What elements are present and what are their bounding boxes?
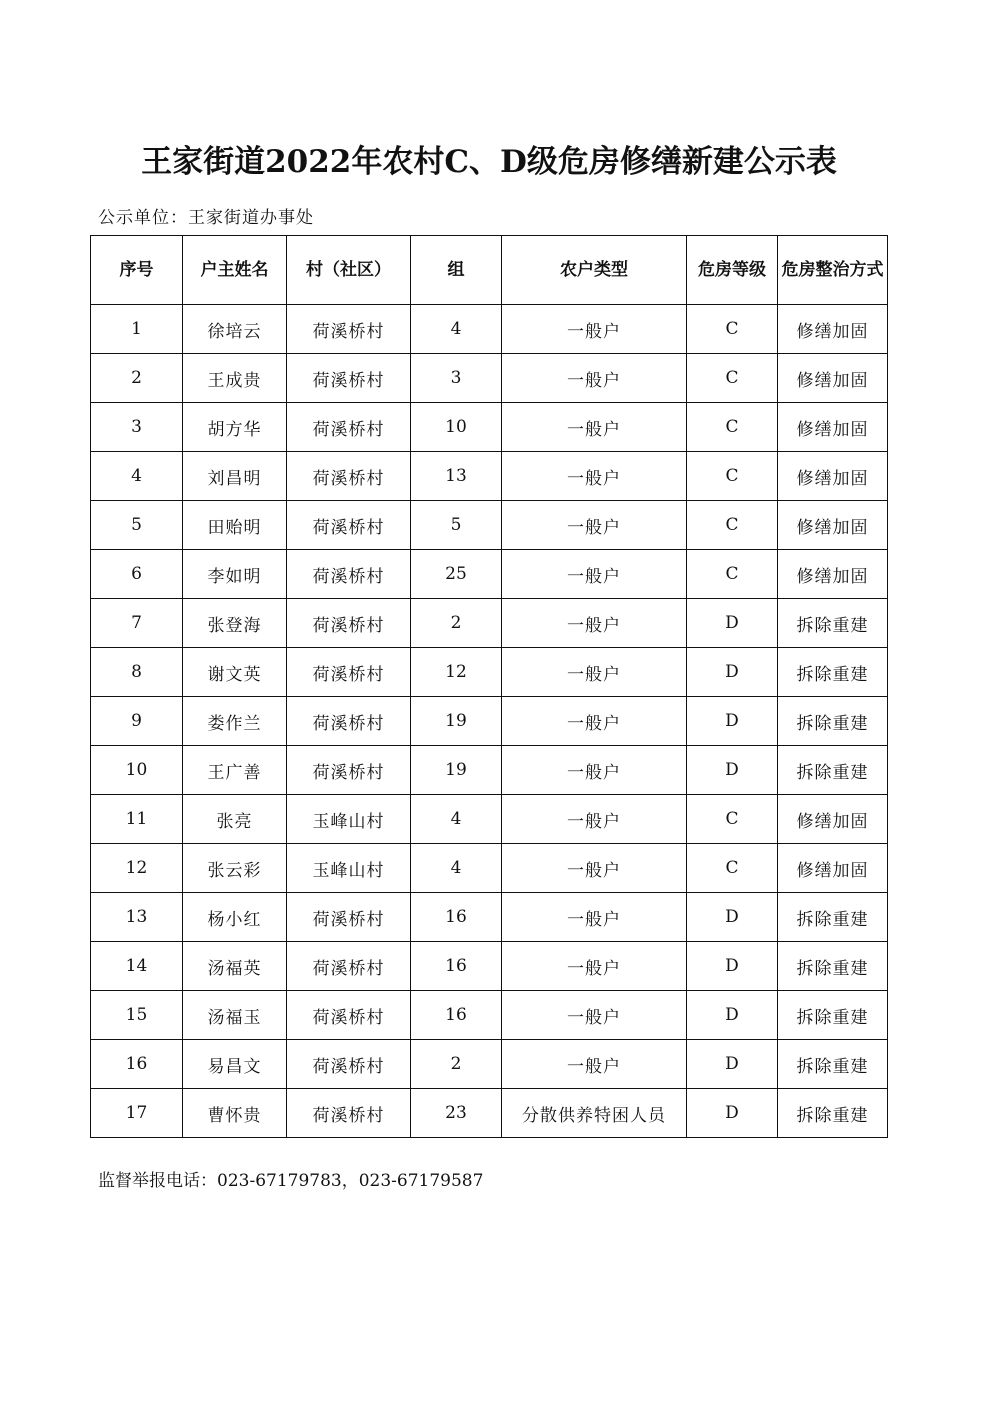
cell-danger-level: D <box>687 942 778 991</box>
cell-household-type: 一般户 <box>502 942 687 991</box>
cell-danger-level: C <box>687 844 778 893</box>
cell-remediation-method: 拆除重建 <box>778 893 888 942</box>
cell-household-type: 一般户 <box>502 893 687 942</box>
cell-index: 14 <box>91 942 183 991</box>
cell-owner-name: 胡方华 <box>183 403 287 452</box>
cell-group: 2 <box>411 599 502 648</box>
cell-group: 2 <box>411 1040 502 1089</box>
cell-danger-level: D <box>687 1089 778 1138</box>
cell-remediation-method: 拆除重建 <box>778 746 888 795</box>
cell-index: 7 <box>91 599 183 648</box>
cell-owner-name: 王成贵 <box>183 354 287 403</box>
cell-owner-name: 张亮 <box>183 795 287 844</box>
cell-remediation-method: 修缮加固 <box>778 795 888 844</box>
table-row <box>91 550 888 599</box>
table-row <box>91 697 888 746</box>
cell-owner-name: 张登海 <box>183 599 287 648</box>
cell-village: 荷溪桥村 <box>287 697 411 746</box>
cell-village: 荷溪桥村 <box>287 599 411 648</box>
cell-danger-level: D <box>687 697 778 746</box>
cell-household-type: 一般户 <box>502 795 687 844</box>
cell-remediation-method: 修缮加固 <box>778 844 888 893</box>
cell-index: 4 <box>91 452 183 501</box>
cell-owner-name: 汤福玉 <box>183 991 287 1040</box>
cell-remediation-method: 修缮加固 <box>778 550 888 599</box>
cell-remediation-method: 拆除重建 <box>778 599 888 648</box>
cell-remediation-method: 修缮加固 <box>778 452 888 501</box>
cell-danger-level: D <box>687 893 778 942</box>
cell-village: 玉峰山村 <box>287 844 411 893</box>
cell-household-type: 一般户 <box>502 305 687 354</box>
cell-index: 8 <box>91 648 183 697</box>
cell-group: 4 <box>411 305 502 354</box>
cell-remediation-method: 拆除重建 <box>778 648 888 697</box>
header-danger-level: 危房等级 <box>687 236 778 305</box>
cell-household-type: 一般户 <box>502 648 687 697</box>
cell-village: 荷溪桥村 <box>287 501 411 550</box>
cell-owner-name: 曹怀贵 <box>183 1089 287 1138</box>
cell-owner-name: 王广善 <box>183 746 287 795</box>
table-row <box>91 305 888 354</box>
cell-group: 19 <box>411 746 502 795</box>
cell-index: 16 <box>91 1040 183 1089</box>
cell-group: 13 <box>411 452 502 501</box>
header-group: 组 <box>411 236 502 305</box>
cell-village: 荷溪桥村 <box>287 1089 411 1138</box>
cell-remediation-method: 修缮加固 <box>778 354 888 403</box>
cell-owner-name: 娄作兰 <box>183 697 287 746</box>
cell-remediation-method: 修缮加固 <box>778 501 888 550</box>
cell-household-type: 一般户 <box>502 599 687 648</box>
cell-remediation-method: 拆除重建 <box>778 697 888 746</box>
table-row <box>91 599 888 648</box>
cell-index: 6 <box>91 550 183 599</box>
table-body <box>91 305 888 1138</box>
cell-index: 3 <box>91 403 183 452</box>
cell-group: 16 <box>411 991 502 1040</box>
cell-household-type: 分散供养特困人员 <box>502 1089 687 1138</box>
cell-household-type: 一般户 <box>502 844 687 893</box>
cell-danger-level: D <box>687 746 778 795</box>
cell-remediation-method: 拆除重建 <box>778 1089 888 1138</box>
table-row <box>91 795 888 844</box>
cell-household-type: 一般户 <box>502 354 687 403</box>
cell-index: 2 <box>91 354 183 403</box>
publishing-unit: 公示单位：王家街道办事处 <box>98 208 314 228</box>
cell-village: 荷溪桥村 <box>287 305 411 354</box>
header-village: 村（社区） <box>287 236 411 305</box>
cell-village: 玉峰山村 <box>287 795 411 844</box>
cell-index: 13 <box>91 893 183 942</box>
cell-village: 荷溪桥村 <box>287 991 411 1040</box>
cell-group: 16 <box>411 893 502 942</box>
cell-danger-level: C <box>687 354 778 403</box>
cell-household-type: 一般户 <box>502 550 687 599</box>
header-index: 序号 <box>91 236 183 305</box>
cell-group: 4 <box>411 795 502 844</box>
cell-village: 荷溪桥村 <box>287 746 411 795</box>
cell-remediation-method: 修缮加固 <box>778 305 888 354</box>
cell-village: 荷溪桥村 <box>287 648 411 697</box>
header-owner-name: 户主姓名 <box>183 236 287 305</box>
cell-danger-level: D <box>687 648 778 697</box>
cell-index: 12 <box>91 844 183 893</box>
cell-owner-name: 李如明 <box>183 550 287 599</box>
table-row <box>91 1040 888 1089</box>
cell-household-type: 一般户 <box>502 403 687 452</box>
cell-remediation-method: 拆除重建 <box>778 942 888 991</box>
table-row <box>91 746 888 795</box>
cell-village: 荷溪桥村 <box>287 354 411 403</box>
cell-index: 5 <box>91 501 183 550</box>
table-row <box>91 1089 888 1138</box>
cell-danger-level: D <box>687 991 778 1040</box>
cell-village: 荷溪桥村 <box>287 893 411 942</box>
cell-village: 荷溪桥村 <box>287 403 411 452</box>
table-row <box>91 942 888 991</box>
cell-group: 5 <box>411 501 502 550</box>
table-header-row <box>91 236 888 305</box>
cell-household-type: 一般户 <box>502 991 687 1040</box>
cell-owner-name: 徐培云 <box>183 305 287 354</box>
table-row <box>91 403 888 452</box>
cell-village: 荷溪桥村 <box>287 1040 411 1089</box>
cell-danger-level: C <box>687 501 778 550</box>
cell-group: 19 <box>411 697 502 746</box>
table-row <box>91 844 888 893</box>
cell-household-type: 一般户 <box>502 746 687 795</box>
report-hotline: 监督举报电话：023-67179783，023-67179587 <box>98 1171 484 1191</box>
cell-owner-name: 谢文英 <box>183 648 287 697</box>
cell-danger-level: C <box>687 550 778 599</box>
table-row <box>91 991 888 1040</box>
cell-danger-level: D <box>687 1040 778 1089</box>
table-row <box>91 648 888 697</box>
cell-group: 16 <box>411 942 502 991</box>
cell-index: 1 <box>91 305 183 354</box>
cell-danger-level: C <box>687 403 778 452</box>
housing-table <box>90 235 888 1138</box>
cell-index: 11 <box>91 795 183 844</box>
table-row <box>91 354 888 403</box>
header-remediation-method: 危房整治方式 <box>778 236 888 305</box>
cell-owner-name: 张云彩 <box>183 844 287 893</box>
table-row <box>91 893 888 942</box>
cell-remediation-method: 修缮加固 <box>778 403 888 452</box>
cell-danger-level: C <box>687 795 778 844</box>
cell-index: 9 <box>91 697 183 746</box>
cell-group: 10 <box>411 403 502 452</box>
cell-owner-name: 杨小红 <box>183 893 287 942</box>
table-row <box>91 452 888 501</box>
cell-group: 12 <box>411 648 502 697</box>
cell-household-type: 一般户 <box>502 697 687 746</box>
cell-owner-name: 汤福英 <box>183 942 287 991</box>
cell-group: 23 <box>411 1089 502 1138</box>
cell-index: 10 <box>91 746 183 795</box>
cell-index: 15 <box>91 991 183 1040</box>
cell-danger-level: C <box>687 452 778 501</box>
cell-group: 4 <box>411 844 502 893</box>
cell-village: 荷溪桥村 <box>287 942 411 991</box>
cell-index: 17 <box>91 1089 183 1138</box>
page-title: 王家街道2022年农村C、D级危房修缮新建公示表 <box>141 144 837 180</box>
cell-household-type: 一般户 <box>502 1040 687 1089</box>
cell-household-type: 一般户 <box>502 452 687 501</box>
table-row <box>91 501 888 550</box>
cell-danger-level: D <box>687 599 778 648</box>
cell-remediation-method: 拆除重建 <box>778 1040 888 1089</box>
cell-owner-name: 易昌文 <box>183 1040 287 1089</box>
cell-remediation-method: 拆除重建 <box>778 991 888 1040</box>
cell-group: 3 <box>411 354 502 403</box>
header-household-type: 农户类型 <box>502 236 687 305</box>
cell-owner-name: 田贻明 <box>183 501 287 550</box>
cell-village: 荷溪桥村 <box>287 452 411 501</box>
cell-group: 25 <box>411 550 502 599</box>
cell-danger-level: C <box>687 305 778 354</box>
cell-village: 荷溪桥村 <box>287 550 411 599</box>
cell-owner-name: 刘昌明 <box>183 452 287 501</box>
cell-household-type: 一般户 <box>502 501 687 550</box>
